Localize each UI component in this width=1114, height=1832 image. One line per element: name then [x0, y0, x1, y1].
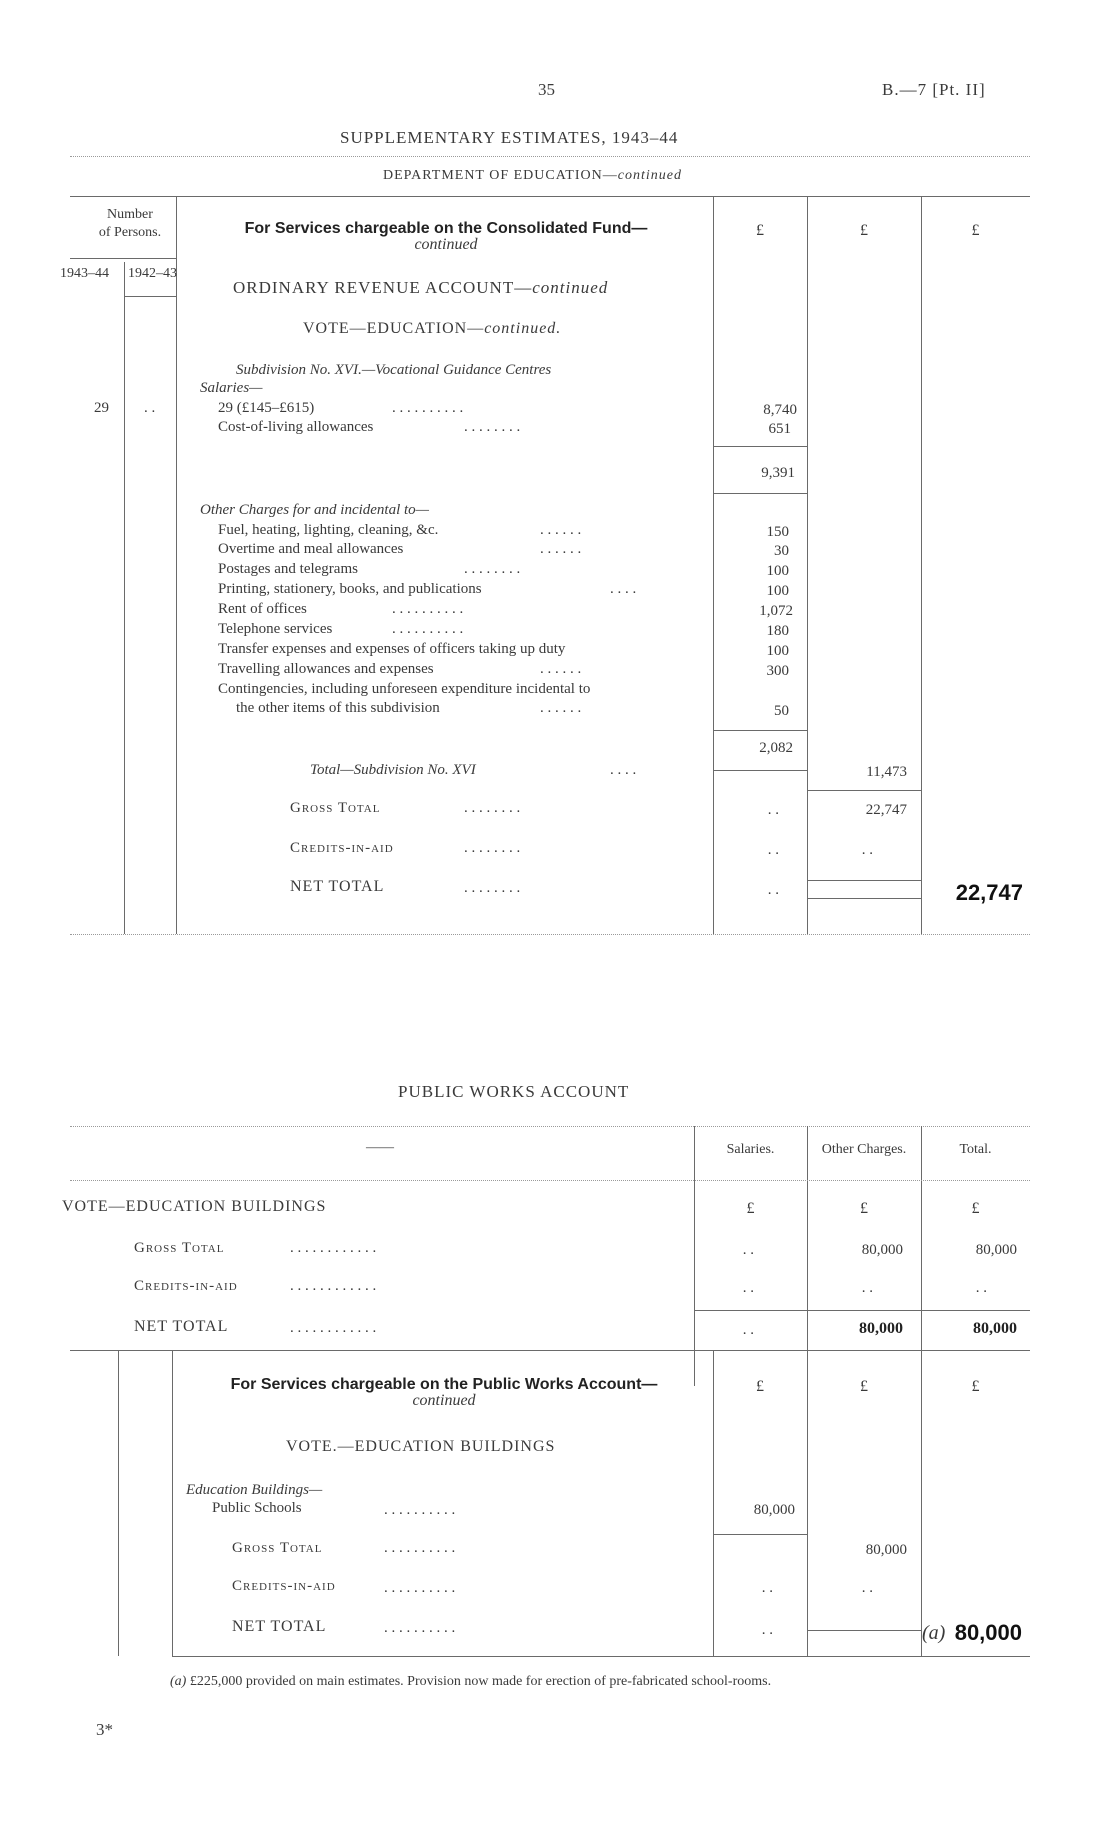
- pw-net-total-label: NET TOTAL: [134, 1318, 229, 1335]
- other-charge-dots: . . . .: [610, 581, 637, 597]
- col-divider-year: [124, 262, 125, 934]
- other-subtotal-rule: [713, 730, 807, 731]
- pw-public-schools-dots: . . . . . . . . . .: [384, 1502, 456, 1518]
- other-charge-amount: 180: [766, 623, 789, 639]
- other-charge-label: Fuel, heating, lighting, cleaning, &c.: [218, 522, 439, 538]
- net-total-col1: . .: [767, 882, 779, 898]
- pw-detail-net-total: 80,000: [954, 1620, 1022, 1645]
- pw-currency-3: £: [971, 1200, 980, 1217]
- pw-net-rule: [694, 1310, 1030, 1311]
- net-total-dots: . . . . . . . .: [464, 880, 521, 896]
- credits-in-aid-label: Credits-in-aid: [290, 840, 394, 856]
- other-charge-amount: 300: [766, 663, 789, 679]
- salary-row: [218, 400, 314, 417]
- other-charges-subtotal: 2,082: [759, 740, 793, 756]
- other-charge-dots: . . . . . .: [540, 522, 582, 538]
- other-charge-amount: 100: [766, 583, 789, 599]
- pw-detail-credits-dots: . . . . . . . . . .: [384, 1580, 456, 1596]
- persons-prev: . .: [144, 400, 156, 416]
- currency-col3: £: [971, 222, 980, 239]
- pw-detail-net-label: NET TOTAL: [232, 1618, 327, 1635]
- pw-vote-heading: VOTE—EDUCATION BUILDINGS: [62, 1198, 327, 1215]
- subdivision-heading: Subdivision No. XVI.—Vocational Guidance Centres: [236, 362, 552, 378]
- other-charge-label: Overtime and meal allowances: [218, 541, 404, 557]
- gross-total-rule: [807, 790, 921, 791]
- net-total-label: NET TOTAL: [290, 878, 385, 895]
- salary-row: [218, 419, 373, 436]
- pw-detail-divider-2: [172, 1350, 173, 1656]
- public-works-title: PUBLIC WORKS ACCOUNT: [398, 1082, 630, 1101]
- persons-count: 29: [94, 400, 109, 416]
- other-charge-label: Travelling allowances and expenses: [218, 661, 434, 677]
- other-charge-amount: 150: [766, 524, 789, 540]
- pw-summary-bottom-rule: [70, 1350, 1030, 1351]
- pw-credits-total: . .: [975, 1280, 987, 1296]
- other-charge-amount: 100: [766, 563, 789, 579]
- other-charge-dots: . . . . . . . . . .: [392, 621, 464, 637]
- contingencies-line2: the other items of this subdivision: [236, 700, 440, 716]
- pw-detail-net-rule-upper: [807, 1630, 921, 1631]
- pw-currency-1: £: [746, 1200, 755, 1217]
- currency-col2: £: [860, 222, 868, 239]
- other-charge-amount: 100: [766, 643, 789, 659]
- pw-col-other-charges: Other Charges.: [821, 1142, 907, 1157]
- salaries-subtotal-bottom-rule: [713, 493, 807, 494]
- persons-label: Number of Persons.: [98, 207, 162, 240]
- pw-col-total: Total.: [959, 1142, 992, 1157]
- year-1942-43: 1942–43: [128, 266, 177, 281]
- currency-col1: £: [756, 222, 764, 239]
- pw-gross-salaries: . .: [742, 1242, 754, 1258]
- other-charge-dots: . . . . . .: [540, 661, 582, 677]
- col-divider-persons: [176, 196, 177, 934]
- gross-total-dots: . . . . . . . .: [464, 800, 521, 816]
- pw-detail-credits-col1: . .: [761, 1580, 773, 1596]
- net-total-rule-lower: [807, 898, 921, 899]
- year-1943-44: 1943–44: [60, 266, 109, 281]
- gross-total-amount: 22,747: [865, 802, 907, 818]
- contingencies-dots: . . . . . .: [540, 700, 582, 716]
- public-works-top-rule: [70, 1126, 1030, 1127]
- salary-label: Cost-of-living allowances: [218, 419, 374, 435]
- pw-detail-heading: For Services chargeable on the Public Works Account— continued: [230, 1376, 658, 1409]
- salaries-label: Salaries—: [200, 380, 263, 396]
- other-charge-label: Printing, stationery, books, and publications: [218, 581, 482, 597]
- pw-net-salaries: . .: [742, 1322, 754, 1338]
- year-rule: [124, 296, 176, 297]
- salaries-subtotal-rule: [713, 446, 807, 447]
- pw-gross-total: 80,000: [975, 1242, 1017, 1258]
- pw-credits-salaries: . .: [742, 1280, 754, 1296]
- pw-public-schools-amount: 80,000: [753, 1502, 795, 1518]
- consolidated-heading: For Services chargeable on the Consolidated Fund— continued: [244, 220, 648, 253]
- credits-in-aid-dots: . . . . . . . .: [464, 840, 521, 856]
- pw-header-rule: [70, 1180, 1030, 1181]
- other-charge-dots: . . . . . . . . . .: [392, 601, 464, 617]
- footnote-text: £225,000 provided on main estimates. Provision now made for erection of pre-fabricated school-rooms.: [189, 1674, 772, 1689]
- other-charge-label: Postages and telegrams: [218, 561, 358, 577]
- pw-detail-gross-label: Gross Total: [232, 1540, 323, 1556]
- pw-detail-net-col1: . .: [761, 1622, 773, 1638]
- pw-gross-total-label: Gross Total: [134, 1240, 225, 1256]
- pw-detail-gross-rule: [713, 1534, 807, 1535]
- pw-detail-net-dots: . . . . . . . . . .: [384, 1620, 456, 1636]
- gross-total-label: Gross Total: [290, 800, 381, 816]
- footnote: [170, 1674, 771, 1690]
- pw-buildings-label: Education Buildings—: [186, 1482, 323, 1498]
- net-total-amount: 22,747: [955, 880, 1023, 905]
- pw-net-total-dots: . . . . . . . . . . . .: [290, 1320, 377, 1336]
- persons-year-rule: [70, 258, 176, 259]
- salary-dots: . . . . . . . . . .: [392, 400, 464, 416]
- pw-gross-other: 80,000: [861, 1242, 903, 1258]
- salaries-subtotal: 9,391: [761, 465, 795, 481]
- pw-detail-net-note: (a): [922, 1622, 946, 1644]
- net-total-rule-upper: [807, 880, 921, 881]
- pw-detail-gross-dots: . . . . . . . . . .: [384, 1540, 456, 1556]
- vote-heading: VOTE—EDUCATION—continued.: [303, 320, 562, 337]
- col-divider-amount2: [807, 196, 808, 934]
- salary-amount: 651: [768, 421, 791, 437]
- document-reference: B.—7 [Pt. II]: [882, 80, 986, 99]
- pw-col-salaries: Salaries.: [726, 1142, 775, 1157]
- credits-in-aid-col1: . .: [767, 842, 779, 858]
- pw-detail-currency-2: £: [860, 1378, 868, 1395]
- pw-detail-vote: VOTE.—EDUCATION BUILDINGS: [286, 1438, 556, 1455]
- salary-dots: . . . . . . . .: [464, 419, 521, 435]
- page-title: SUPPLEMENTARY ESTIMATES, 1943–44: [340, 128, 679, 147]
- other-charge-label: Rent of offices: [218, 601, 307, 617]
- contingencies-amount: 50: [774, 703, 789, 719]
- credits-in-aid-col2: . .: [861, 842, 873, 858]
- pw-detail-credits-label: Credits-in-aid: [232, 1578, 336, 1594]
- pw-net-other: 80,000: [859, 1320, 903, 1337]
- other-charge-amount: 30: [774, 543, 789, 559]
- pw-dash: ——: [366, 1140, 394, 1155]
- title-rule: [70, 156, 1030, 157]
- page-number: 35: [538, 80, 555, 99]
- subdivision-total-dots: . . . .: [610, 762, 637, 778]
- pw-detail-gross-amount: 80,000: [865, 1542, 907, 1558]
- pw-net-total: 80,000: [973, 1320, 1017, 1337]
- salary-amount: 8,740: [763, 402, 797, 418]
- footnote-marker: (a): [170, 1674, 187, 1689]
- other-charge-label: Transfer expenses and expenses of officers taking up duty: [218, 641, 566, 657]
- account-heading: ORDINARY REVENUE ACCOUNT—continued: [233, 278, 609, 297]
- other-charge-amount: 1,072: [759, 603, 793, 619]
- contingencies-line1: Contingencies, including unforeseen expenditure incidental to: [218, 681, 591, 697]
- top-table-rule: [70, 196, 1030, 197]
- pw-credits-dots: . . . . . . . . . . . .: [290, 1278, 377, 1294]
- pw-detail-bottom-rule: [172, 1656, 1030, 1657]
- other-charges-label: Other Charges for and incidental to—: [200, 502, 430, 518]
- department-heading: DEPARTMENT OF EDUCATION—continued: [383, 168, 682, 183]
- subdivision-total-label: Total—Subdivision No. XVI: [310, 762, 476, 778]
- gross-total-col1: . .: [767, 802, 779, 818]
- other-charge-dots: . . . . . . . .: [464, 561, 521, 577]
- col-divider-amount3: [921, 196, 922, 934]
- pw-detail-credits-col2: . .: [861, 1580, 873, 1596]
- other-charge-label: Telephone services: [218, 621, 333, 637]
- pw-detail-divider-1: [118, 1350, 119, 1656]
- signature-mark: 3*: [96, 1720, 113, 1739]
- consolidated-bottom-rule: [70, 934, 1030, 935]
- pw-gross-total-dots: . . . . . . . . . . . .: [290, 1240, 377, 1256]
- other-charge-dots: . . . . . .: [540, 541, 582, 557]
- pw-detail-currency-1: £: [756, 1378, 764, 1395]
- pw-currency-2: £: [860, 1200, 868, 1217]
- salary-label: 29 (£145–£615): [218, 400, 315, 416]
- pw-public-schools-label: Public Schools: [212, 1500, 302, 1516]
- pw-detail-currency-3: £: [971, 1378, 980, 1395]
- subdivision-total-rule: [713, 770, 807, 771]
- pw-credits-other: . .: [861, 1280, 873, 1296]
- subdivision-total-amount: 11,473: [866, 764, 907, 780]
- pw-credits-label: Credits-in-aid: [134, 1278, 238, 1294]
